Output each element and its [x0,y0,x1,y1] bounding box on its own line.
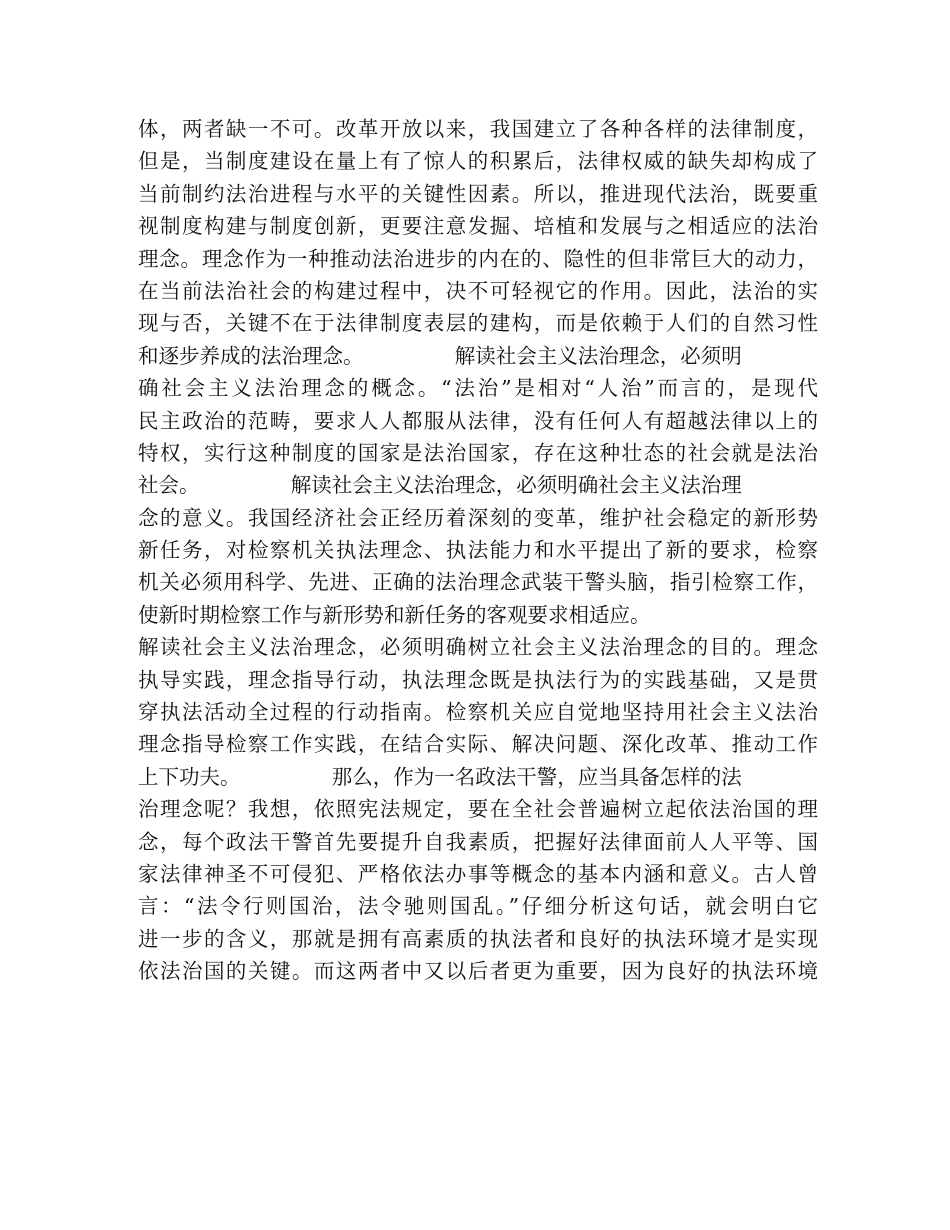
text-line: 视制度构建与制度创新，更要注意发掘、培植和发展与之相适应的法治 [138,214,818,239]
text-line: 上下功夫。 那么，作为一名政法干警，应当具备怎样的法 [138,764,742,789]
text-line: 解读社会主义法治理念，必须明确树立社会主义法治理念的目的。理念 [138,635,818,660]
text-line: 社会。 解读社会主义法治理念，必须明确社会主义法治理 [138,473,742,498]
text-line: 和逐步养成的法治理念。 解读社会主义法治理念，必须明 [138,343,742,368]
text-line: 言：“法令行则国治，法令驰则国乱。”仔细分析这句话，就会明白它 [138,894,818,919]
text-line: 理念指导检察工作实践，在结合实际、解决问题、深化改革、推动工作 [138,732,818,757]
text-line: 家法律神圣不可侵犯、严格依法办事等概念的基本内涵和意义。古人曾 [138,861,818,886]
text-line: 进一步的含义，那就是拥有高素质的执法者和良好的执法环境才是实现 [138,926,818,951]
text-line: 体，两者缺一不可。改革开放以来，我国建立了各种各样的法律制度， [138,117,818,141]
body-text [138,113,818,988]
text-line: 治理念呢？我想，依照宪法规定，要在全社会普遍树立起依法治国的理 [138,797,818,822]
text-line: 理念。理念作为一种推动法治进步的内在的、隐性的但非常巨大的动力， [138,246,818,271]
text-line: 但是，当制度建设在量上有了惊人的积累后，法律权威的缺失却构成了 [138,149,818,174]
text-line: 现与否，关键不在于法律制度表层的建构，而是依赖于人们的自然习性 [138,311,818,336]
text-line: 当前制约法治进程与水平的关键性因素。所以，推进现代法治，既要重 [138,181,818,206]
text-line: 确社会主义法治理念的概念。“法治”是相对“人治”而言的，是现代 [138,376,818,401]
text-line: 依法治国的关键。而这两者中又以后者更为重要，因为良好的执法环境 [138,959,818,984]
text-line: 穿执法活动全过程的行动指南。检察机关应自觉地坚持用社会主义法治 [138,700,818,725]
text-line: 念的意义。我国经济社会正经历着深刻的变革，维护社会稳定的新形势 [138,505,818,530]
text-line: 机关必须用科学、先进、正确的法治理念武装干警头脑，指引检察工作， [138,570,818,595]
text-line: 民主政治的范畴，要求人人都服从法律，没有任何人有超越法律以上的 [138,408,818,433]
text-line: 执导实践，理念指导行动，执法理念既是执法行为的实践基础，又是贯 [138,667,818,692]
text-line: 使新时期检察工作与新形势和新任务的客观要求相适应。 [138,602,651,627]
text-line: 在当前法治社会的构建过程中，决不可轻视它的作用。因此，法治的实 [138,278,818,303]
text-line: 特权，实行这种制度的国家是法治国家，存在这种壮态的社会就是法治 [138,440,818,465]
text-line: 新任务，对检察机关执法理念、执法能力和水平提出了新的要求，检察 [138,538,818,563]
text-line: 念，每个政法干警首先要提升自我素质，把握好法律面前人人平等、国 [138,829,818,854]
